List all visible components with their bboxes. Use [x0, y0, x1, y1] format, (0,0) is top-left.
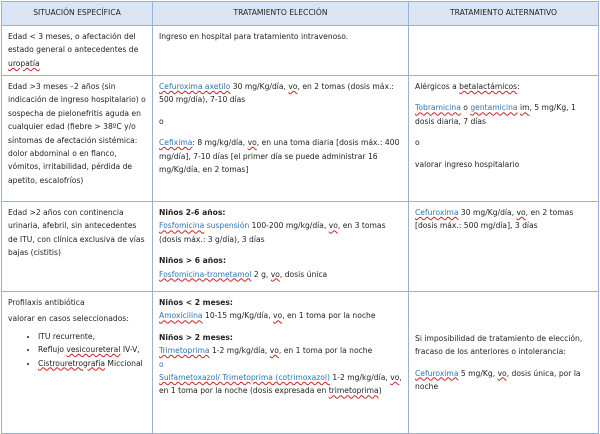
text-segment: trimetoprima: [328, 386, 379, 396]
text-segment: im: [519, 103, 530, 113]
list-item: [38, 343, 146, 356]
drug-link[interactable]: Sulfametoxazol/ Trimetoprima (cotrimoxazol): [159, 373, 331, 383]
text-segment: , dosis única, por la noche: [415, 368, 581, 391]
drug-link[interactable]: Fosfomicina: [159, 221, 205, 231]
cell-alternativo: [409, 292, 599, 434]
text-segment: Edad >2 años con continencia urinaria, afebril, sin antecedentes de ITU, con clínica exclusiva de vías bajas (cistitis): [8, 208, 145, 258]
age-group-label: Niños 2-6 años:: [159, 208, 226, 217]
paragraph: [159, 358, 402, 371]
list-item: [38, 330, 146, 343]
cell-alternativo: [409, 76, 599, 202]
treatment-table: [1, 1, 599, 434]
text-segment: 30 mg/Kg/día,: [230, 82, 289, 91]
text-segment: o: [159, 116, 164, 126]
paragraph: [415, 332, 592, 359]
text-segment: : 8 mg/kg/día,: [192, 138, 248, 148]
paragraph: [159, 371, 402, 398]
paragraph: [415, 80, 592, 93]
text-segment: suspensión: [204, 221, 252, 231]
text-segment: , 5 mg/Kg, 1 dosis diaria, 7 días: [415, 103, 576, 126]
text-segment: vo: [328, 221, 338, 231]
text-segment: , en 1 toma por la noche: [278, 346, 373, 356]
age-group-label: Niños > 6 años:: [159, 256, 226, 266]
text-segment: vesicoureteral: [66, 345, 121, 355]
text-segment: Miccional: [105, 358, 143, 368]
text-segment: 100-200 mg/kg/día,: [251, 221, 329, 231]
text-segment: , en 2 tomas [dosis máx.: 500 mg/día], 3 días: [415, 208, 574, 231]
text-segment: vo: [497, 368, 507, 378]
paragraph: [159, 309, 402, 322]
text-segment: :: [517, 82, 520, 91]
paragraph: [159, 206, 402, 219]
paragraph: [159, 219, 402, 246]
paragraph: [159, 254, 402, 267]
text-segment: vo: [269, 346, 279, 356]
cell-eleccion: [153, 292, 409, 434]
paragraph: [159, 331, 402, 344]
cell-situacion: [2, 292, 153, 434]
cell-eleccion: [153, 202, 409, 292]
drug-link[interactable]: Fosfomicina-trometamol: [159, 269, 252, 279]
paragraph: [8, 296, 146, 309]
paragraph: [415, 158, 592, 171]
text-segment: , en 1 toma por la noche: [282, 311, 376, 321]
text-segment: vo: [288, 82, 298, 91]
table-row: [2, 202, 599, 292]
drug-link[interactable]: Trimetoprima: [159, 346, 210, 356]
drug-link[interactable]: Cefuroxima axetilo: [159, 82, 231, 91]
drug-link[interactable]: Tobramicina: [415, 103, 461, 113]
text-segment: , en 3 tomas (dosis máx.: 3 g/día), 3 días: [159, 221, 386, 244]
table-row: [2, 26, 599, 76]
text-segment: vo: [516, 208, 526, 217]
text-segment: uropatía: [8, 58, 40, 68]
drug-link[interactable]: Cefixima: [159, 138, 193, 148]
text-segment: , en 1 toma por la noche (dosis expresada en: [159, 373, 402, 396]
paragraph: [159, 115, 402, 128]
header-alternativo: TRATAMIENTO ALTERNATIVO: [409, 2, 599, 26]
cell-situacion: [2, 76, 153, 202]
cell-alternativo: [409, 202, 599, 292]
text-segment: , en una toma diaria [dosis máx.: 400 mg/día], 7-10 días [el primer día se puede administrar 16 mg/Kg/día, en 2 tomas]: [159, 138, 400, 175]
text-segment: Profilaxis antibiótica: [8, 298, 85, 307]
text-segment: 1-2 mg/kg/día,: [209, 346, 270, 356]
paragraph: [8, 312, 146, 325]
text-segment: betalactámicos: [459, 82, 518, 91]
drug-link[interactable]: Cefuroxima: [415, 368, 459, 378]
text-segment: 2 g,: [251, 269, 271, 279]
text-segment: 10-15 mg/Kg/día,: [202, 311, 274, 321]
drug-link[interactable]: Amoxicilina: [159, 311, 203, 321]
text-segment: 1-2 mg/kg/día,: [330, 373, 391, 383]
cell-eleccion: [153, 26, 409, 76]
paragraph: [8, 30, 146, 70]
paragraph: [415, 206, 592, 233]
text-segment: vo: [273, 311, 283, 321]
text-segment: Reflujo: [38, 345, 67, 355]
cell-alternativo: [409, 26, 599, 76]
paragraph: [159, 344, 402, 357]
text-segment: Alérgicos a: [415, 82, 460, 91]
text-segment: ITU recurrente,: [38, 331, 95, 341]
table-row: [2, 292, 599, 434]
text-segment: Cistrouretrografía: [38, 358, 105, 368]
text-segment: IV-V,: [120, 345, 140, 355]
text-segment: , en 2 tomas (dosis máx.: 500 mg/día), 7-10 días: [159, 82, 394, 105]
drug-link[interactable]: gentamicina: [470, 103, 518, 113]
cell-situacion: [2, 202, 153, 292]
paragraph: [159, 136, 402, 176]
situation-list: [8, 330, 146, 370]
text-segment: 30 mg/Kg/día,: [458, 208, 517, 217]
header-row: [2, 2, 599, 26]
paragraph: [159, 30, 402, 43]
age-group-label: Niños > 2 meses:: [159, 332, 233, 342]
paragraph: [159, 80, 402, 107]
paragraph: [415, 101, 592, 128]
header-situacion: SITUACIÓN ESPECÍFICA: [2, 2, 153, 26]
paragraph: [8, 206, 146, 260]
text-segment: vo: [390, 373, 400, 383]
drug-link[interactable]: Cefuroxima: [415, 208, 459, 217]
paragraph: [8, 80, 146, 187]
age-group-label: Niños < 2 meses:: [159, 298, 233, 307]
text-segment: Edad < 3 meses, o afectación del estado general o antecedentes de: [8, 32, 139, 55]
header-eleccion: TRATAMIENTO ELECCIÓN: [153, 2, 409, 26]
text-segment: ): [378, 386, 382, 396]
paragraph: [415, 136, 592, 149]
paragraph: [159, 268, 402, 281]
text-segment: o: [159, 359, 164, 369]
text-segment: 5 mg/Kg,: [458, 368, 498, 378]
text-segment: vo: [247, 138, 257, 148]
text-segment: Si imposibilidad de tratamiento de elección, fracaso de los anteriores o intolerancia:: [415, 333, 583, 357]
cell-situacion: [2, 26, 153, 76]
text-segment: o: [460, 103, 471, 113]
text-segment: , dosis única: [279, 269, 328, 279]
text-segment: valorar ingreso hospitalario: [415, 159, 520, 169]
paragraph: [159, 296, 402, 309]
text-segment: o: [415, 138, 420, 148]
table-row: [2, 76, 599, 202]
text-segment: valorar en casos seleccionados:: [8, 314, 129, 324]
paragraph: [415, 367, 592, 394]
text-segment: Ingreso en hospital para tratamiento intravenoso.: [159, 32, 349, 41]
text-segment: Edad >3 meses –2 años (sin indicación de ingreso hospitalario) o sospecha de pielonefritis aguda en cualquier edad (fiebre > 38ºC y/o síntomas de afectación sistémica: dolor abdominal o en flanco, vómitos, irritabilidad, pérdida de apetito, escalofríos): [8, 82, 146, 185]
cell-eleccion: [153, 76, 409, 202]
text-segment: vo: [270, 269, 280, 279]
list-item: [38, 357, 146, 370]
